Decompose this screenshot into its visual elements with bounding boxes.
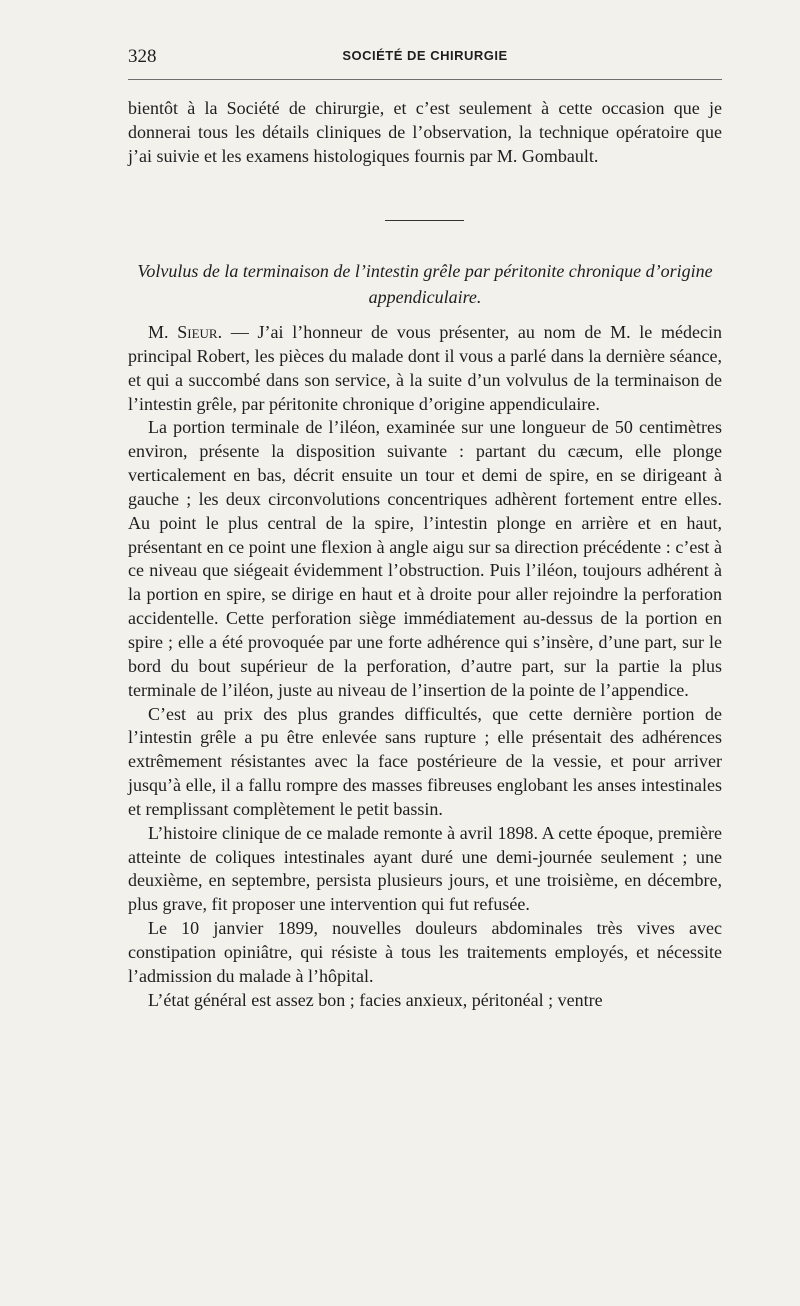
header-rule: [128, 79, 722, 80]
speaker-text: . — J’ai l’honneur de vous présenter, au nom de M. le médecin principal Robert, les pièces du malade dont il vous a parlé dans la dernière séance, et qui a succombé dans son service, à la suite d’un volvulus de la terminaison de l’intestin grêle, par péritonite chronique d’origine appendiculaire.: [128, 322, 722, 414]
body-paragraph: L’état général est assez bon ; facies anxieux, péritonéal ; ventre: [148, 989, 603, 1010]
body-paragraph: C’est au prix des plus grandes difficultés, que cette dernière portion de l’intestin grêle a pu être enlevée sans rupture ; elle présentait des adhérences extrêmement résistantes avec la face postérieure de la vessie, et pour arriver jusqu’à elle, il a fallu rompre des masses fibreuses englobant les anses intestinales et remplissant complètement le petit bassin.: [128, 703, 722, 819]
speaker-prefix: M.: [148, 322, 169, 342]
body-paragraph: La portion terminale de l’iléon, examinée sur une longueur de 50 centimètres environ, présente la disposition suivante : partant du cæcum, elle plonge verticalement en bas, décrit ensuite un tour et demi de spire, en se dirigeant à gauche ; les deux circonvolutions concentriques adhèrent fortement entre elles. Au point le plus central de la spire, l’intestin plonge en arrière et en haut, présentant en ce point une flexion à angle aigu sur sa direction précédente : c’est à ce niveau que siégeait évidemment l’obstruction. Puis l’iléon, toujours adhérent à la portion en spire, se dirige en haut et à droite pour aller rejoindre la perforation accidentelle. Cette perforation siège immédiatement au-dessus de la portion en spire ; elle a été provoquée par une forte adhérence qui s’insère, d’une part, sur le bord du bout supérieur de la perforation, d’autre part, sur la partie la plus terminale de l’iléon, juste au niveau de l’insertion de la pointe de l’appendice.: [128, 417, 722, 700]
intro-block: [128, 97, 722, 169]
body-paragraph: Le 10 janvier 1899, nouvelles douleurs abdominales très vives avec constipation opiniâtre, qui résiste à tous les traitements employés, et nécessite l’admission du malade à l’hôpital.: [128, 918, 722, 986]
body-paragraph: L’histoire clinique de ce malade remonte à avril 1898. A cette époque, première atteinte de coliques intestinales ayant duré une demi-journée seulement ; une deuxième, en septembre, persista plusieurs jours, et une troisième, en décembre, plus grave, fit proposer une intervention qui fut refusée.: [128, 822, 722, 915]
article-title: Volvulus de la terminaison de l’intestin grêle par péritonite chronique d’origine appendiculaire.: [137, 261, 713, 307]
section-separator: [385, 220, 464, 221]
speaker-name: Sieur: [177, 322, 218, 342]
speaker-paragraph: [128, 321, 722, 416]
page-header: [128, 46, 722, 76]
article-body: [128, 321, 722, 1012]
page-number: 328: [128, 46, 157, 67]
running-title: SOCIÉTÉ DE CHIRURGIE: [342, 48, 508, 63]
intro-paragraph: bientôt à la Société de chirurgie, et c’est seulement à cette occasion que je donnerai tous les détails cliniques de l’observation, la technique opératoire que j’ai suivie et les examens histologiques fournis par M. Gombault.: [128, 98, 722, 166]
